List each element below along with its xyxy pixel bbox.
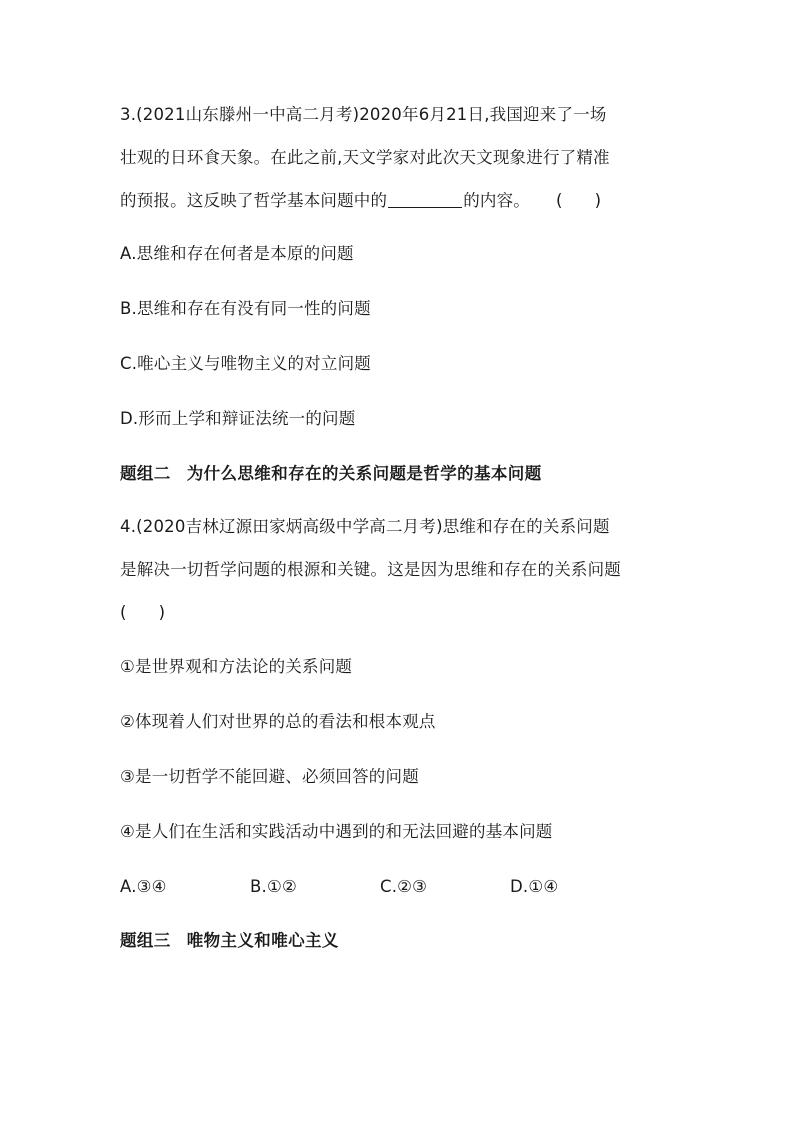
q4-statement-3: ③是一切哲学不能回避、必须回答的问题	[120, 767, 419, 786]
q3-option-c: C.唯心主义与唯物主义的对立问题	[120, 354, 371, 373]
q3-stem-after-blank: 的内容。	[463, 191, 531, 210]
group2-heading	[120, 462, 700, 486]
group3-label: 题组三	[120, 931, 171, 950]
q4-statement-1: ①是世界观和方法论的关系问题	[120, 657, 353, 676]
q4-statement-4: ④是人们在生活和实践活动中遇到的和无法回避的基本问题	[120, 822, 553, 841]
q3-stem-line-1: 3.(2021山东滕州一中高二月考)2020年6月21日,我国迎来了一场	[120, 105, 607, 124]
q3-stem-line-2: 壮观的日环食天象。在此之前,天文学家对此次天文现象进行了精准	[120, 148, 610, 167]
q3-option-d: D.形而上学和辩证法统一的问题	[120, 409, 356, 428]
q4-choice-c: C.②③	[380, 877, 428, 896]
group2-title: 为什么思维和存在的关系问题是哲学的基本问题	[186, 464, 542, 483]
q4-choice-b: B.①②	[250, 877, 297, 896]
group3-heading	[120, 929, 700, 953]
q3-option-b: B.思维和存在有没有同一性的问题	[120, 299, 371, 318]
q4-stem-line-1: 4.(2020吉林辽源田家炳高级中学高二月考)思维和存在的关系问题	[120, 517, 610, 536]
q4-choice-d: D.①④	[510, 877, 559, 896]
q4-statement-2: ②体现着人们对世界的总的看法和根本观点	[120, 712, 436, 731]
q3-answer-parentheses: ( )	[556, 191, 602, 210]
q3-option-a: A.思维和存在何者是本原的问题	[120, 244, 354, 263]
q4-choice-a: A.③④	[120, 877, 167, 896]
q3-stem-before-blank: 的预报。这反映了哲学基本问题中的	[120, 191, 388, 210]
q4-stem-line-2: 是解决一切哲学问题的根源和关键。这是因为思维和存在的关系问题	[120, 560, 621, 579]
group2-label: 题组二	[120, 464, 171, 483]
group3-title: 唯物主义和唯心主义	[186, 931, 339, 950]
q4-choices-row	[120, 875, 700, 899]
q3-stem-line-3	[120, 189, 700, 213]
q3-answer-blank	[388, 191, 462, 208]
q4-answer-parentheses: ( )	[120, 603, 166, 622]
